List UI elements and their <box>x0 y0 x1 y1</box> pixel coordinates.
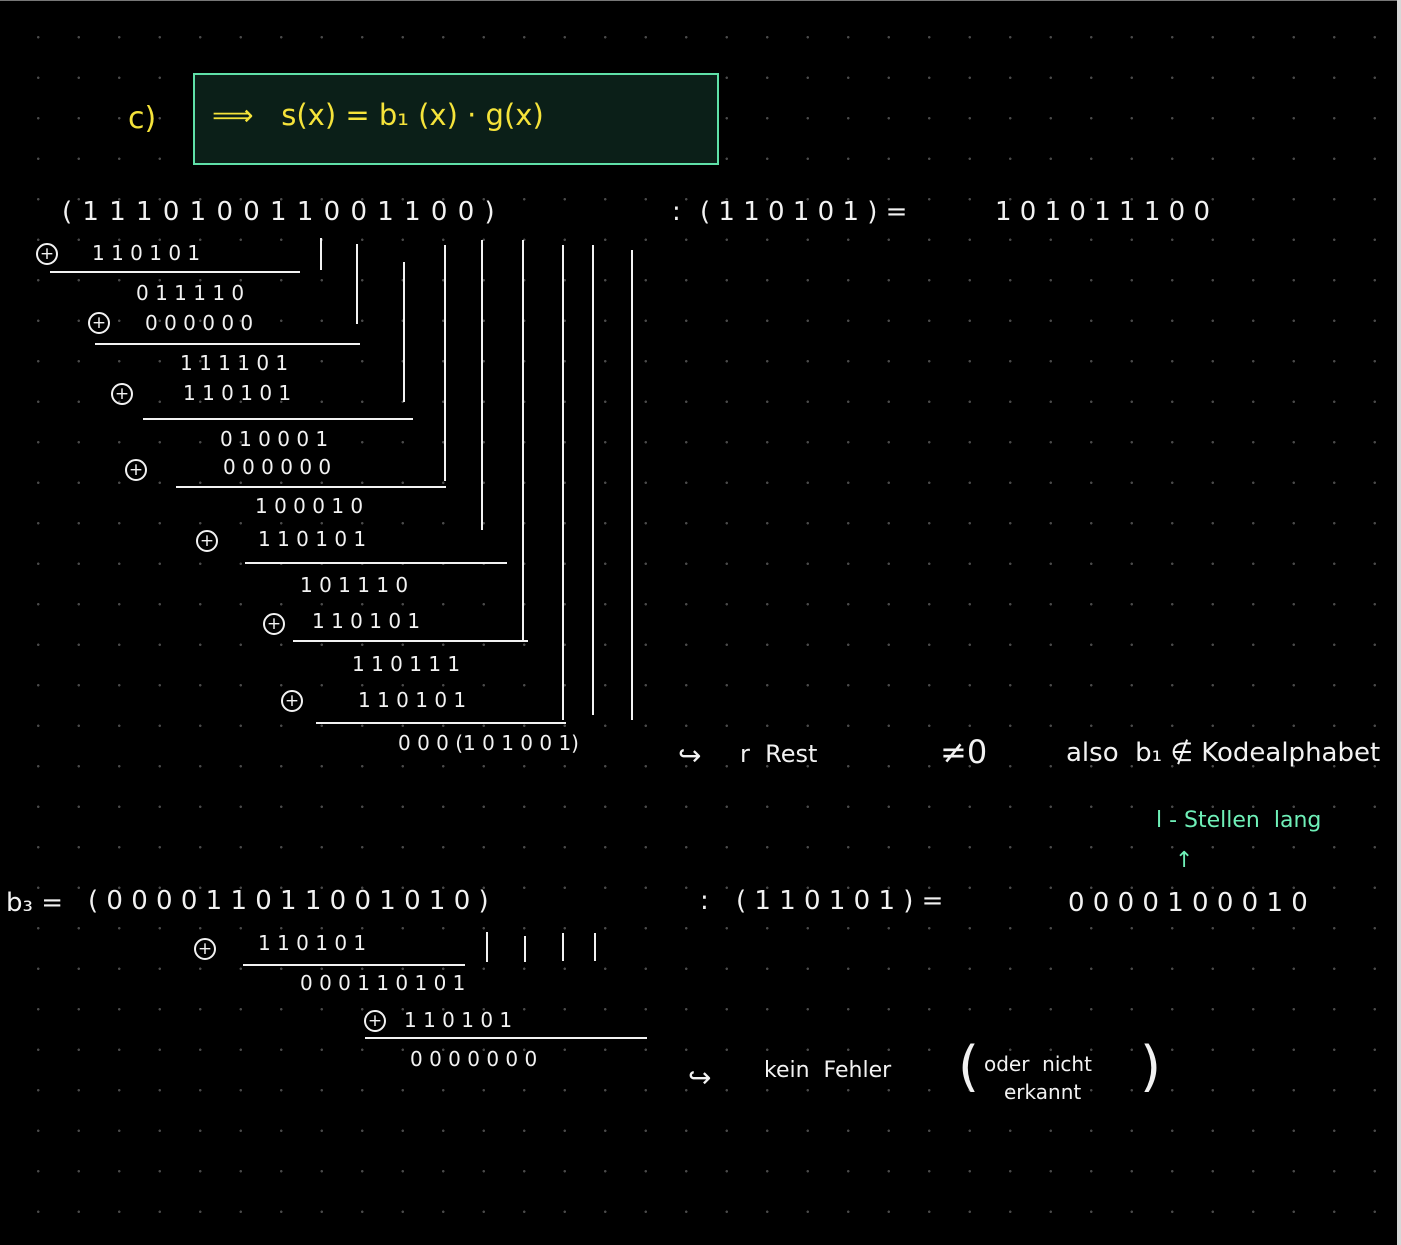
division1-step4-remainder: 1 0 0 0 1 0 <box>255 494 364 518</box>
division1-step5-operand: 1 1 0 1 0 1 <box>258 527 367 551</box>
division1-step6-rule <box>293 640 528 642</box>
bring-down-line <box>524 936 526 962</box>
division2-dividend: ( 0 0 0 0 1 1 0 1 1 0 0 1 0 1 0 ) <box>88 886 489 916</box>
division2-divisor: ( 1 1 0 1 0 1 ) = <box>736 886 944 916</box>
division1-quotient: 1 0 1 0 1 1 1 0 0 <box>995 197 1210 227</box>
bring-down-line <box>562 245 564 720</box>
division1-step5-rule <box>245 562 507 564</box>
division1-step1-remainder: 0 1 1 1 1 0 <box>136 281 245 305</box>
bring-down-line <box>320 238 322 270</box>
bring-down-line <box>356 244 358 324</box>
division1-divisor: ( 1 1 0 1 0 1 ) = <box>700 197 908 227</box>
plus-circle-icon: + <box>364 1010 386 1032</box>
remainder-label: r Rest <box>740 740 818 768</box>
bring-down-line <box>481 240 483 530</box>
curved-arrow-icon: ↪ <box>688 1061 712 1094</box>
not-zero: ≠0 <box>940 733 988 771</box>
division2-quotient: 0 0 0 0 1 0 0 0 1 0 <box>1068 888 1308 918</box>
plus-circle-icon: + <box>263 613 285 635</box>
plus-circle-icon: + <box>36 243 58 265</box>
division1-step1-operand: 1 1 0 1 0 1 <box>92 241 201 265</box>
division1-colon: : <box>672 197 681 227</box>
division2-colon: : <box>700 886 709 916</box>
note-line2: erkannt <box>1004 1080 1082 1104</box>
division2-rule1 <box>243 964 465 966</box>
division1-final-remainder: 0 0 0 (1 0 1 0 0 1) <box>398 731 579 755</box>
plus-circle-icon: + <box>111 383 133 405</box>
bring-down-line <box>522 240 524 640</box>
division1-step7-operand: 1 1 0 1 0 1 <box>358 688 467 712</box>
bring-down-line <box>403 262 405 402</box>
division2-rule2 <box>365 1037 647 1039</box>
plus-circle-icon: + <box>88 312 110 334</box>
division1-step3-remainder: 0 1 0 0 0 1 <box>220 427 329 451</box>
division1-step1-rule <box>50 271 300 273</box>
division1-dividend: ( 1 1 1 0 1 0 0 1 1 0 0 1 1 0 0 ) <box>62 197 496 227</box>
division1-step3-rule <box>143 418 413 420</box>
division2-remainder1: 0 0 0 1 1 0 1 0 1 <box>300 971 466 995</box>
canvas-top-edge <box>0 0 1401 1</box>
division1-step4-rule <box>176 486 446 488</box>
bring-down-line <box>486 932 488 962</box>
division1-step7-rule <box>316 722 566 724</box>
division2-operand2: 1 1 0 1 0 1 <box>404 1008 513 1032</box>
note-paren-open: ( <box>958 1035 980 1098</box>
division1-step6-remainder: 1 1 0 1 1 1 <box>352 652 461 676</box>
division2-prefix: b₃ = <box>6 888 63 918</box>
division1-step3-operand: 1 1 0 1 0 1 <box>183 381 292 405</box>
division2-remainder2: 0 0 0 0 0 0 0 <box>410 1047 538 1071</box>
bring-down-line <box>592 245 594 715</box>
plus-circle-icon: + <box>281 690 303 712</box>
bring-down-line <box>562 933 564 961</box>
note-paren-close: ) <box>1140 1035 1162 1098</box>
bring-down-line <box>631 250 633 720</box>
division1-step2-remainder: 1 1 1 1 0 1 <box>180 351 289 375</box>
plus-circle-icon: + <box>194 938 216 960</box>
canvas-right-edge <box>1397 0 1401 1245</box>
length-annotation: l - Stellen lang <box>1156 808 1322 833</box>
part-label: c) <box>128 101 157 136</box>
conclusion-text: also b₁ ∉ Kodealphabet <box>1066 738 1381 768</box>
division1-step5-remainder: 1 0 1 1 1 0 <box>300 573 409 597</box>
plus-circle-icon: + <box>125 459 147 481</box>
bring-down-line <box>444 245 446 481</box>
division1-step6-operand: 1 1 0 1 0 1 <box>312 609 421 633</box>
division1-step4-operand: 0 0 0 0 0 0 <box>223 455 332 479</box>
no-error-text: kein Fehler <box>764 1058 892 1083</box>
division1-step2-operand: 0 0 0 0 0 0 <box>145 311 254 335</box>
curved-arrow-icon: ↪ <box>678 739 702 772</box>
division2-operand1: 1 1 0 1 0 1 <box>258 931 367 955</box>
plus-circle-icon: + <box>196 530 218 552</box>
bring-down-line <box>594 933 596 961</box>
boxed-formula: ⟹ s(x) = b₁ (x) · g(x) <box>212 98 544 132</box>
division1-step2-rule <box>95 343 360 345</box>
note-line1: oder nicht <box>984 1052 1092 1076</box>
up-arrow-icon: ↑ <box>1175 848 1194 873</box>
